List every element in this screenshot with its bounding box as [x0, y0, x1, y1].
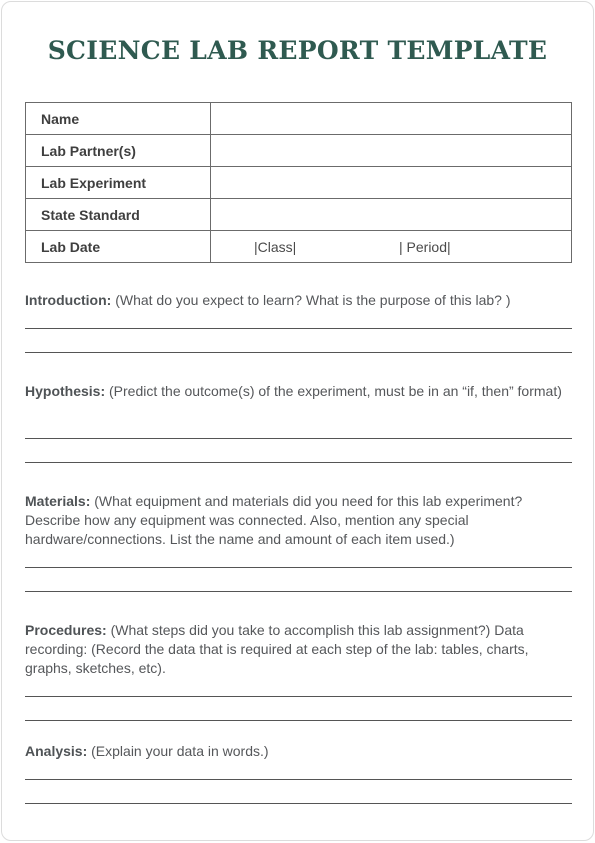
table-row [26, 103, 572, 135]
lab-partners-label: Lab Partner(s) [26, 135, 211, 167]
table-row [26, 167, 572, 199]
hypothesis-answer-line-1[interactable] [25, 438, 572, 439]
hypothesis-prompt: (Predict the outcome(s) of the experiment, must be in an “if, then” format) [105, 383, 562, 399]
analysis-answer-line-1[interactable] [25, 779, 572, 780]
class-field: |Class| [254, 239, 297, 255]
name-field[interactable] [211, 103, 572, 135]
period-field: | Period| [399, 239, 451, 255]
table-row [26, 135, 572, 167]
table-row [26, 199, 572, 231]
introduction-text [25, 291, 572, 310]
state-standard-field[interactable] [211, 199, 572, 231]
introduction-prompt: (What do you expect to learn? What is the purpose of this lab? ) [111, 292, 511, 308]
materials-answer-line-2[interactable] [25, 591, 572, 592]
analysis-answer-line-2[interactable] [25, 803, 572, 804]
analysis-prompt: (Explain your data in words.) [87, 743, 269, 759]
state-standard-label: State Standard [26, 199, 211, 231]
lab-report-page [1, 1, 594, 841]
table-row [26, 231, 572, 263]
introduction-heading: Introduction: [25, 292, 112, 308]
procedures-heading: Procedures: [25, 622, 107, 638]
page-title: SCIENCE LAB REPORT TEMPLATE [47, 36, 548, 65]
analysis-heading: Analysis: [25, 743, 88, 759]
hypothesis-section [25, 382, 572, 468]
lab-experiment-field[interactable] [211, 167, 572, 199]
lab-date-field[interactable] [211, 231, 572, 263]
analysis-text [25, 742, 572, 761]
procedures-section [25, 621, 572, 726]
analysis-section [25, 742, 572, 808]
procedures-prompt: (What steps did you take to accomplish this lab assignment?) Data recording: (Record the data that is required at each step of the lab: tables, charts, graphs, sketches, etc). [25, 622, 529, 676]
name-label: Name [26, 103, 211, 135]
materials-text [25, 492, 572, 549]
hypothesis-heading: Hypothesis: [25, 383, 106, 399]
materials-prompt: (What equipment and materials did you need for this lab experiment? Describe how any equipment was connected. Also, mention any special hardware/connections. List the name and amount of each item used.) [25, 493, 523, 547]
introduction-section [25, 291, 572, 357]
materials-section [25, 492, 572, 597]
lab-partners-field[interactable] [211, 135, 572, 167]
procedures-answer-line-2[interactable] [25, 720, 572, 721]
introduction-answer-line-1[interactable] [25, 328, 572, 329]
hypothesis-text [25, 382, 572, 401]
procedures-answer-line-1[interactable] [25, 696, 572, 697]
info-table [25, 102, 572, 263]
introduction-answer-line-2[interactable] [25, 352, 572, 353]
procedures-text [25, 621, 572, 678]
hypothesis-answer-line-2[interactable] [25, 462, 572, 463]
materials-heading: Materials: [25, 493, 91, 509]
materials-answer-line-1[interactable] [25, 567, 572, 568]
lab-date-label: Lab Date [26, 231, 211, 263]
lab-experiment-label: Lab Experiment [26, 167, 211, 199]
